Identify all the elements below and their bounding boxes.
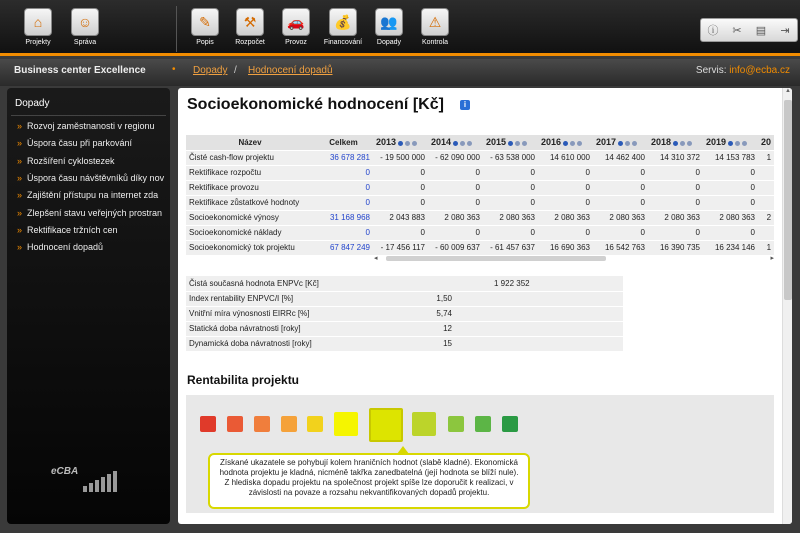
table-cell: 0 (648, 165, 703, 180)
row-label: Socioekonomické výnosy (186, 210, 314, 225)
year-label: 2019 (706, 137, 727, 148)
indicator-label: Statická doba návratnosti [roky] (186, 321, 372, 336)
table-cell: - 60 009 637 (428, 240, 483, 255)
row-label: Čisté cash-flow projektu (186, 150, 314, 165)
provoz-button[interactable] (271, 8, 321, 46)
table-cell: 0 (593, 225, 648, 240)
table-cell: 0 (593, 195, 648, 210)
sidebar (7, 88, 170, 524)
row-total-link[interactable]: 0 (314, 225, 373, 240)
year-edit-icon[interactable] (570, 141, 575, 146)
year-copy-icon[interactable] (687, 141, 692, 146)
table-cell: - 61 457 637 (483, 240, 538, 255)
year-label: 2016 (541, 137, 562, 148)
table-cell: 1 (758, 150, 774, 165)
table-cell: 0 (538, 195, 593, 210)
sidebar-item[interactable]: » Úspora času při parkování (17, 138, 169, 154)
warning-icon: ⚠ (421, 8, 449, 36)
table-cell: 0 (648, 180, 703, 195)
table-cell (758, 225, 774, 240)
table-cell: - 63 538 000 (483, 150, 538, 165)
table-cell: 0 (428, 165, 483, 180)
logout-icon[interactable]: ⇥ (780, 24, 790, 37)
row-total-link[interactable]: 0 (314, 180, 373, 195)
table-cell: 0 (538, 180, 593, 195)
year-copy-icon[interactable] (522, 141, 527, 146)
table-cell: 14 610 000 (538, 150, 593, 165)
row-total-link[interactable]: 0 (314, 165, 373, 180)
page-title: Socioekonomické hodnocení [Kč] (187, 96, 444, 113)
table-horizontal-scrollbar[interactable] (374, 254, 774, 263)
col-header-year[interactable] (648, 135, 703, 150)
indicator-label: Index rentability ENPVC/I [%] (186, 291, 372, 306)
service-contact (696, 65, 790, 76)
excavator-icon: ⚒ (236, 8, 264, 36)
home-icon: ⌂ (24, 8, 52, 36)
col-header-year[interactable] (538, 135, 593, 150)
table-cell: 2 080 363 (483, 210, 538, 225)
toolbar-label: Projekty (25, 39, 51, 46)
kontrola-button[interactable] (410, 8, 460, 46)
table-cell: 16 234 146 (703, 240, 758, 255)
indicator-row (186, 276, 623, 291)
year-edit-icon[interactable] (405, 141, 410, 146)
toolbar-label: Rozpočet (235, 39, 265, 46)
row-label: Rektifikace zůstatkové hodnoty (186, 195, 314, 210)
dopady-button[interactable] (364, 8, 414, 46)
table-cell: 0 (483, 225, 538, 240)
sidebar-item[interactable]: » Zlepšení stavu veřejných prostran (17, 208, 169, 224)
table-cell: 16 390 735 (648, 240, 703, 255)
financovani-button[interactable] (318, 8, 368, 46)
rentabilita-square-selected (369, 408, 403, 442)
rentabilita-square (334, 412, 358, 436)
user-icon: ☺ (71, 8, 99, 36)
car-icon: 🚗 (282, 8, 310, 36)
pencil-icon: ✎ (191, 8, 219, 36)
logo-bars-icon (79, 470, 139, 492)
table-row (186, 225, 774, 240)
table-cell: 14 153 783 (703, 150, 758, 165)
year-info-icon[interactable] (453, 141, 458, 146)
rentabilita-title: Rentabilita projektu (187, 373, 300, 387)
table-cell: 1 (758, 240, 774, 255)
table-cell: 0 (703, 195, 758, 210)
sprava-button[interactable] (60, 8, 110, 46)
year-label: 2014 (431, 137, 452, 148)
scroll-left-icon[interactable]: ◂ (374, 255, 378, 262)
sidebar-item[interactable]: » Hodnocení dopadů (17, 242, 169, 258)
toolbar-label: Správa (73, 39, 97, 46)
rentabilita-tooltip: Získané ukazatele se pohybují kolem hraničních hodnot (slabě kladné). Ekonomická hodnota projektu je kladná, nicméně takřka zanedbatelná (její hodnota se blíží nule). Z hlediska dopadu projektu na společnost projekt spíše lze doporučit k realizaci, v závislosti na povaze a rozsahu nekvantifikovaných dopadů projektu. (208, 453, 530, 509)
service-label: Servis: (695, 65, 727, 76)
table-cell: 0 (483, 165, 538, 180)
table-cell: 2 080 363 (538, 210, 593, 225)
table-cell: 14 310 372 (648, 150, 703, 165)
col-header-name: Název (186, 135, 314, 150)
table-cell: 0 (593, 165, 648, 180)
rentabilita-square (502, 416, 518, 432)
year-info-icon[interactable] (728, 141, 733, 146)
table-row (186, 195, 774, 210)
table-cell: 0 (373, 225, 428, 240)
rentabilita-square (475, 416, 491, 432)
info-icon[interactable]: i (460, 100, 470, 110)
rentabilita-square (412, 412, 436, 436)
year-copy-icon[interactable] (412, 141, 417, 146)
year-copy-icon[interactable] (577, 141, 582, 146)
table-cell: 0 (373, 165, 428, 180)
col-header-year[interactable] (703, 135, 758, 150)
table-cell: 0 (648, 225, 703, 240)
row-label: Socioekonomický tok projektu (186, 240, 314, 255)
table-row (186, 210, 774, 225)
rentabilita-scale (186, 395, 774, 513)
table-cell: 2 080 363 (703, 210, 758, 225)
row-label: Rektifikace rozpočtu (186, 165, 314, 180)
rentabilita-square (200, 416, 216, 432)
info-icon[interactable]: ⓘ (707, 25, 719, 37)
rentabilita-square (254, 416, 270, 432)
table-cell: 0 (648, 195, 703, 210)
year-info-icon[interactable] (508, 141, 513, 146)
table-cell: 2 080 363 (428, 210, 483, 225)
toolbar-label: Dopady (376, 39, 402, 46)
indicator-value: 5,74 (372, 306, 454, 321)
table-cell: 0 (703, 165, 758, 180)
table-cell: 0 (483, 195, 538, 210)
table-row (186, 180, 774, 195)
table-row (186, 165, 774, 180)
service-email-link[interactable]: info@ecba.cz (729, 65, 790, 76)
rentabilita-square (307, 416, 323, 432)
year-edit-icon[interactable] (680, 141, 685, 146)
col-header-year[interactable] (593, 135, 648, 150)
wrench-icon[interactable]: ✂ (732, 24, 742, 37)
table-cell: 16 690 363 (538, 240, 593, 255)
cashflow-table (186, 135, 774, 256)
breadcrumb-separator: / (234, 65, 237, 76)
col-header-year[interactable] (758, 135, 774, 150)
sidebar-item[interactable]: » Rozvoj zaměstnanosti v regionu (17, 121, 169, 137)
rentabilita-square (448, 416, 464, 432)
table-cell: 0 (483, 180, 538, 195)
rozpocet-button[interactable] (225, 8, 275, 46)
toolbar-separator (176, 6, 177, 52)
sidebar-item[interactable]: » Zajištění přístupu na internet zda (17, 190, 169, 206)
table-cell: 0 (703, 180, 758, 195)
indicator-row (186, 291, 623, 306)
indicator-label: Vnitřní míra výnosnosti EIRRc [%] (186, 306, 372, 321)
table-cell: 2 080 363 (593, 210, 648, 225)
col-header-year[interactable] (483, 135, 538, 150)
scroll-up-icon[interactable]: ▲ (785, 88, 791, 94)
table-cell: 0 (703, 225, 758, 240)
toolbar-utility-group (700, 18, 798, 42)
year-copy-icon[interactable] (742, 141, 747, 146)
piggy-bank-icon: 💰 (329, 8, 357, 36)
table-cell: - 17 456 117 (373, 240, 428, 255)
rentabilita-square (281, 416, 297, 432)
year-edit-icon[interactable] (515, 141, 520, 146)
table-cell (758, 195, 774, 210)
indicator-label: Čistá současná hodnota ENPVc [Kč] (186, 276, 372, 291)
toolbar-label: Financování (323, 39, 363, 46)
table-cell: 0 (538, 225, 593, 240)
vertical-scrollbar[interactable] (782, 88, 792, 524)
year-edit-icon[interactable] (460, 141, 465, 146)
indicator-value: 1,50 (372, 291, 454, 306)
table-cell (758, 165, 774, 180)
content-panel (178, 88, 792, 524)
indicator-row (186, 336, 623, 351)
table-row (186, 150, 774, 165)
popis-button[interactable] (180, 8, 230, 46)
breadcrumb-link-hodnoceni[interactable]: Hodnocení dopadů (248, 65, 333, 76)
sidebar-title: Dopady (11, 94, 166, 116)
row-total-link[interactable]: 0 (314, 195, 373, 210)
table-cell: 14 462 400 (593, 150, 648, 165)
col-header-year[interactable] (428, 135, 483, 150)
col-header-year[interactable] (373, 135, 428, 150)
indicator-value: 12 (372, 321, 454, 336)
sidebar-item[interactable]: » Rektifikace tržních cen (17, 225, 169, 241)
sidebar-item[interactable]: » Úspora času návštěvníků díky nov (17, 173, 169, 189)
table-cell: 0 (373, 180, 428, 195)
printer-icon[interactable]: ▤ (755, 24, 767, 37)
row-label: Rektifikace provozu (186, 180, 314, 195)
table-cell: 2 043 883 (373, 210, 428, 225)
row-total-link[interactable]: 36 678 281 (314, 150, 373, 165)
year-edit-icon[interactable] (735, 141, 740, 146)
row-label: Socioekonomické náklady (186, 225, 314, 240)
toolbar-label: Provoz (285, 39, 307, 46)
row-total-link[interactable]: 31 168 968 (314, 210, 373, 225)
indicator-value: 1 922 352 (454, 276, 623, 291)
sidebar-item[interactable]: » Rozšíření cyklostezek (17, 156, 169, 172)
scroll-thumb[interactable] (386, 256, 606, 261)
year-label: 20 (761, 137, 772, 148)
table-cell: 0 (373, 195, 428, 210)
indicator-row (186, 306, 623, 321)
table-cell: 16 542 763 (593, 240, 648, 255)
table-cell (758, 180, 774, 195)
indicator-value: 15 (372, 336, 454, 351)
table-cell: 0 (428, 195, 483, 210)
rentabilita-square (227, 416, 243, 432)
people-icon: 👥 (375, 8, 403, 36)
vertical-scroll-thumb[interactable] (784, 100, 792, 300)
scroll-right-icon[interactable]: ▸ (770, 255, 774, 262)
year-copy-icon[interactable] (467, 141, 472, 146)
year-label: 2017 (596, 137, 617, 148)
toolbar-label: Popis (196, 39, 214, 46)
indicator-row (186, 321, 623, 336)
row-total-link[interactable]: 67 847 249 (314, 240, 373, 255)
main-toolbar (0, 0, 800, 56)
table-cell: - 62 090 000 (428, 150, 483, 165)
year-edit-icon[interactable] (625, 141, 630, 146)
table-cell: 0 (428, 225, 483, 240)
app-title: Business center Excellence (14, 65, 146, 76)
col-header-total: Celkem (314, 135, 373, 150)
ecba-logo: eCBA (51, 466, 79, 477)
toolbar-label: Kontrola (421, 39, 449, 46)
table-cell: 2 (758, 210, 774, 225)
year-info-icon[interactable] (563, 141, 568, 146)
table-cell: 0 (538, 165, 593, 180)
table-cell: 0 (428, 180, 483, 195)
table-cell: - 19 500 000 (373, 150, 428, 165)
indicator-label: Dynamická doba návratnosti [roky] (186, 336, 372, 351)
breadcrumb-bar (0, 59, 800, 86)
year-info-icon[interactable] (398, 141, 403, 146)
table-row (186, 240, 774, 255)
table-cell: 0 (593, 180, 648, 195)
breadcrumb-bullet-icon: • (172, 64, 176, 75)
breadcrumb-link-dopady[interactable]: Dopady (193, 65, 228, 76)
indicators-table (186, 276, 623, 352)
projekty-button[interactable] (13, 8, 63, 46)
year-info-icon[interactable] (673, 141, 678, 146)
year-info-icon[interactable] (618, 141, 623, 146)
year-copy-icon[interactable] (632, 141, 637, 146)
year-label: 2015 (486, 137, 507, 148)
table-cell: 2 080 363 (648, 210, 703, 225)
year-label: 2013 (376, 137, 397, 148)
year-label: 2018 (651, 137, 672, 148)
